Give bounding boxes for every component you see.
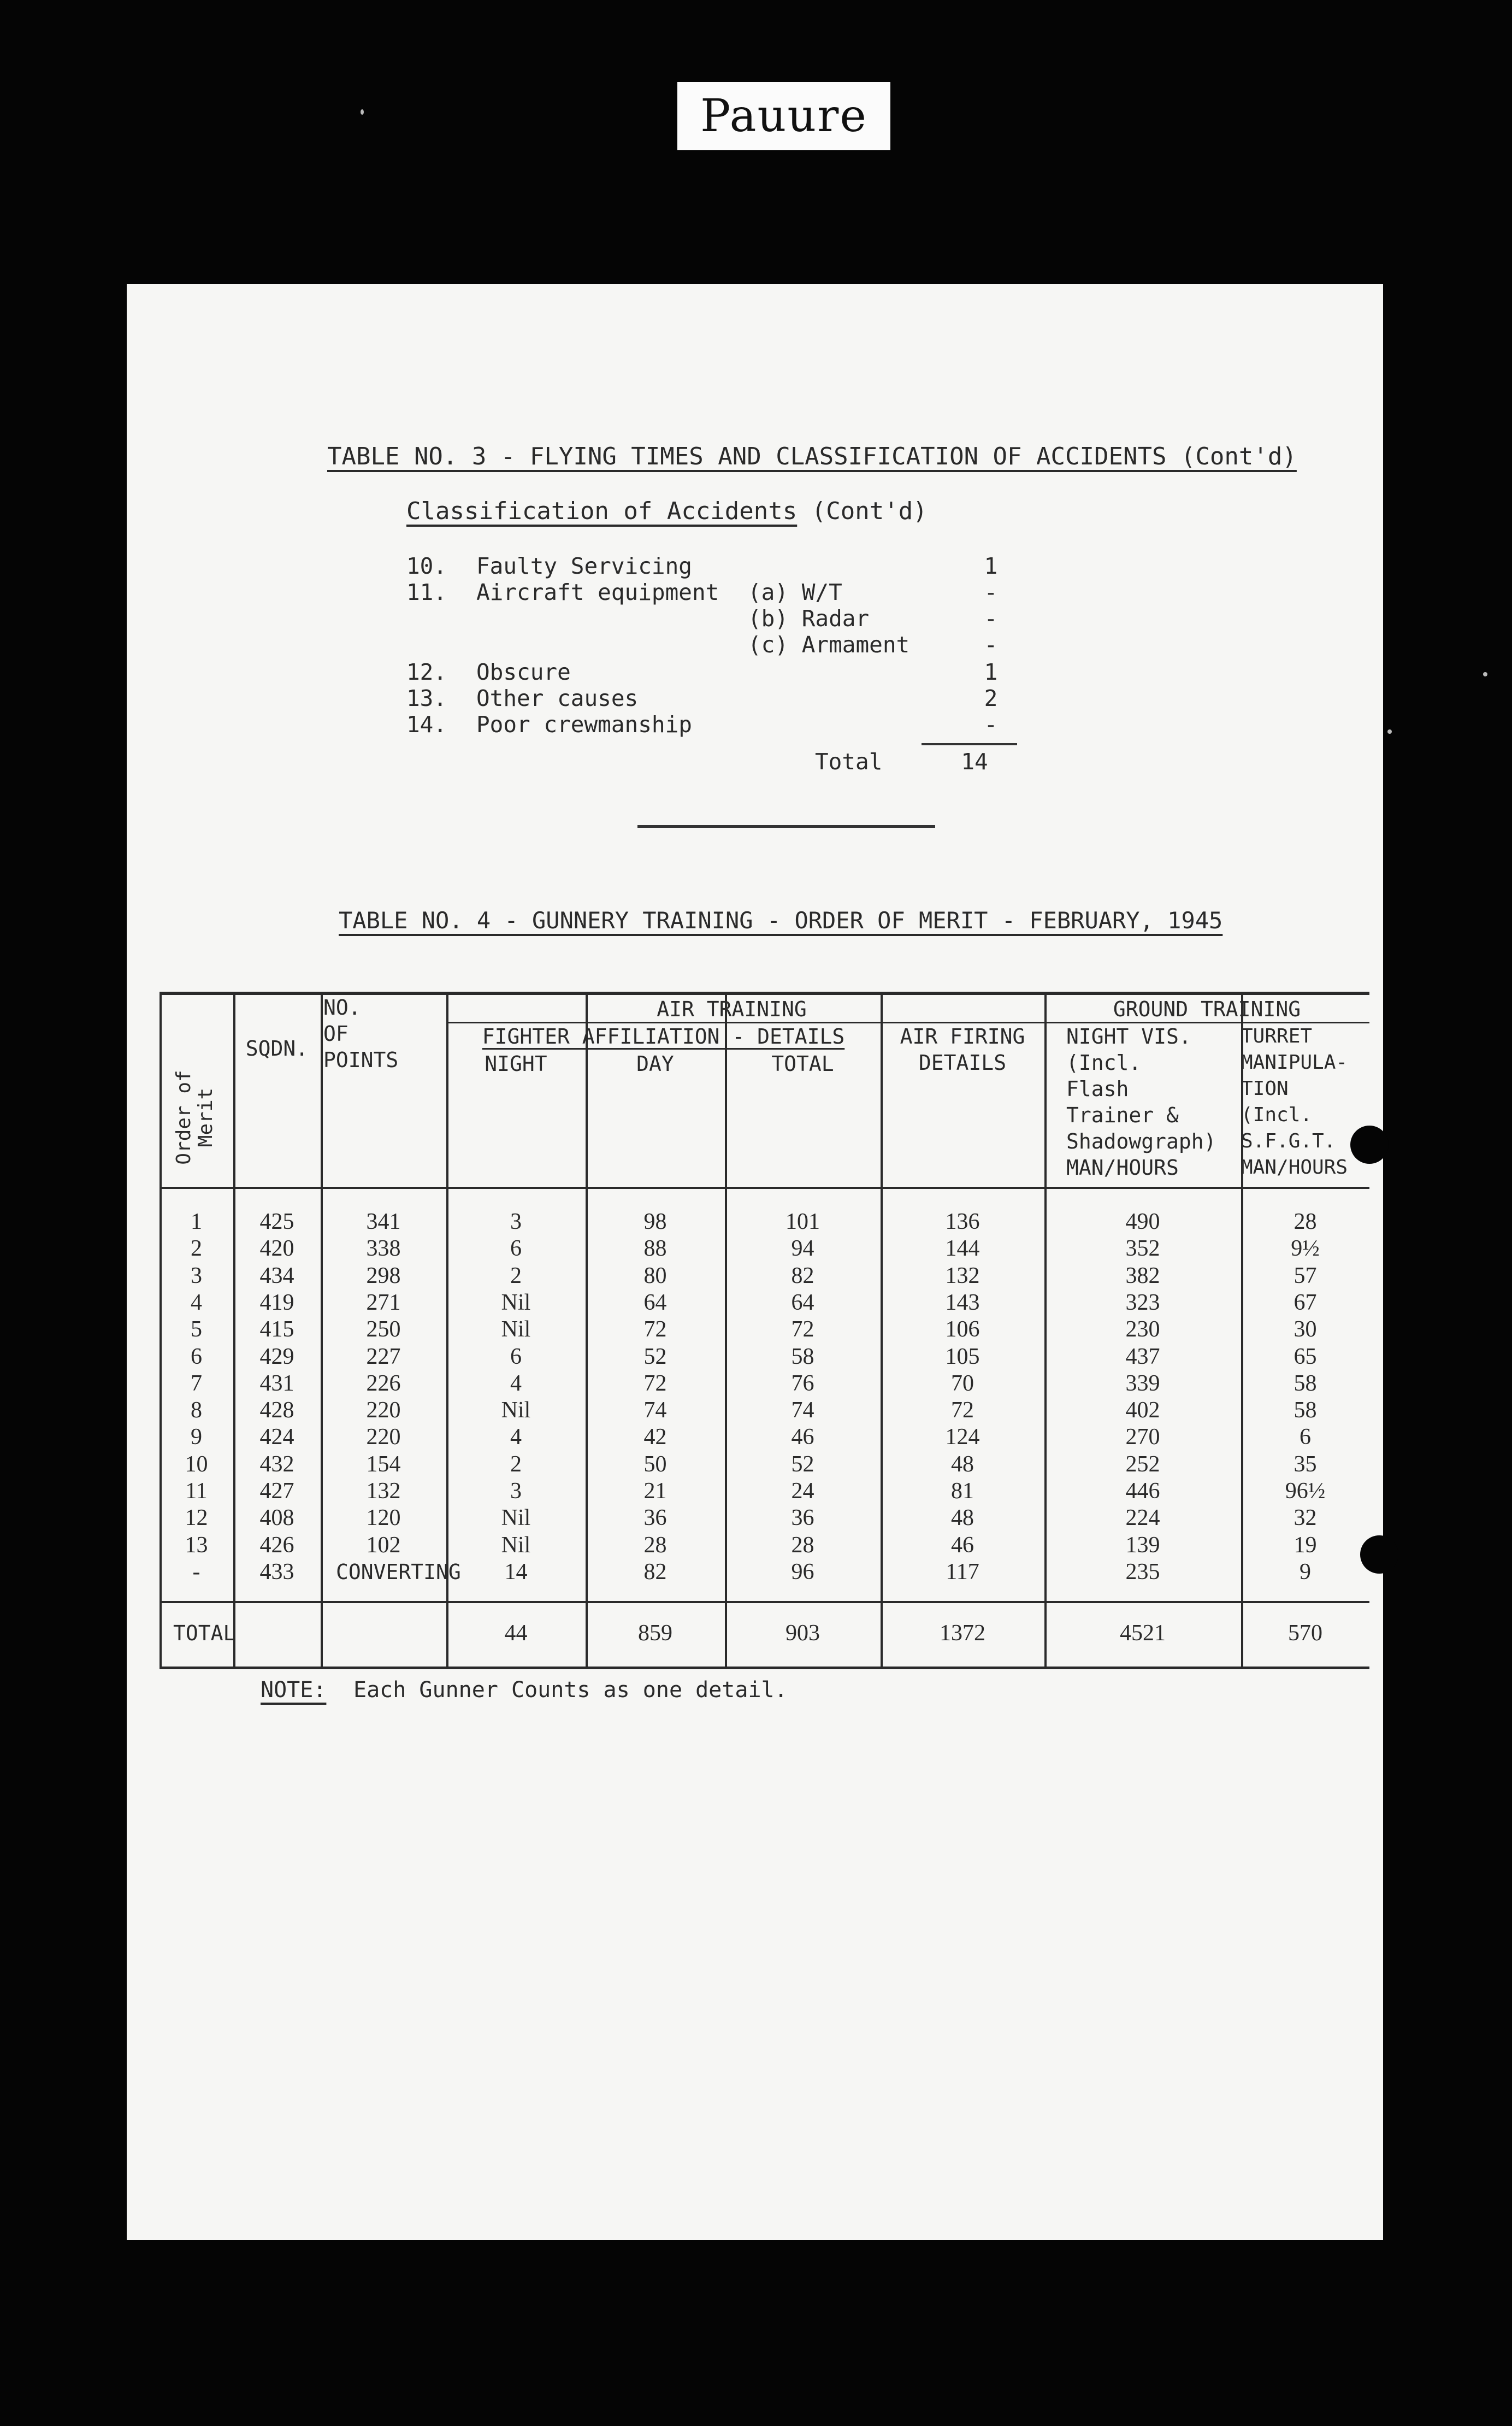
total-cell-sqdn: [233, 1620, 321, 1647]
accident-row: [406, 659, 1117, 685]
header-sqdn: SQDN.: [245, 1037, 309, 1061]
cell-air-firing: 117: [946, 1559, 979, 1585]
cell-night: 3: [510, 1479, 522, 1504]
table-bottom-rule: [160, 1667, 1369, 1669]
film-speck: [1387, 729, 1392, 734]
cell-night-vis: 437: [1125, 1344, 1160, 1369]
cell-night-vis: 224: [1125, 1505, 1160, 1531]
accident-row: [406, 685, 1117, 711]
cell-points: 338: [366, 1236, 401, 1262]
accident-label: Other causes: [476, 685, 639, 711]
header-total: TOTAL: [771, 1052, 834, 1076]
cell-turret: 9: [1300, 1559, 1311, 1585]
cell-turret: 32: [1294, 1505, 1317, 1531]
total-cell-night: 44: [504, 1621, 528, 1646]
cell-turret: 30: [1294, 1317, 1317, 1342]
cell-points: 271: [366, 1289, 401, 1315]
cell-points: 120: [366, 1505, 401, 1531]
accident-num: 12.: [406, 659, 447, 685]
punch-hole: [1360, 1535, 1398, 1574]
cell-sqdn: 420: [259, 1236, 294, 1262]
table3-subtitle-main: Classification of Accidents: [406, 497, 798, 525]
cell-sqdn: 415: [259, 1317, 294, 1342]
cell-night: Nil: [501, 1317, 531, 1342]
cell-order: -: [192, 1559, 200, 1585]
cell-order: 2: [191, 1236, 202, 1262]
total-cell-night-vis: 4521: [1120, 1621, 1166, 1646]
cell-sqdn: 425: [259, 1209, 294, 1234]
cell-turret: 6: [1300, 1424, 1311, 1450]
cell-day: 74: [643, 1398, 667, 1423]
total-cell-total: 903: [785, 1621, 820, 1646]
header-ground-training: GROUND TRAINING: [1113, 997, 1301, 1021]
cell-air-firing: 144: [945, 1236, 980, 1262]
cell-points: 227: [366, 1344, 401, 1369]
cell-turret: 19: [1294, 1532, 1317, 1558]
cell-turret: 58: [1294, 1398, 1317, 1423]
header-air-firing: AIR FIRING DETAILS: [900, 1024, 1025, 1075]
cell-day: 64: [643, 1289, 667, 1315]
header-turret: TURRET MANIPULA- TION (Incl. S.F.G.T. MAN/HOURS: [1241, 1025, 1348, 1179]
table3-subtitle: [406, 497, 928, 525]
cell-day: 50: [643, 1451, 667, 1477]
subitem-value: -: [984, 632, 998, 658]
header-order-of-merit: Order of Merit: [173, 1070, 217, 1165]
accident-label: Faulty Servicing: [476, 553, 692, 579]
cell-night-vis: 402: [1125, 1398, 1160, 1423]
header-points: NO. OF POINTS: [323, 996, 399, 1072]
cell-turret: 28: [1294, 1209, 1317, 1234]
cell-total: 74: [791, 1398, 814, 1423]
cell-turret: 65: [1294, 1344, 1317, 1369]
cell-air-firing: 136: [945, 1209, 980, 1234]
accident-value: 1: [984, 553, 998, 579]
cell-total: 36: [791, 1505, 814, 1531]
accident-value: -: [984, 711, 998, 738]
cell-day: 88: [643, 1236, 667, 1262]
header-fighter-affiliation: FIGHTER AFFILIATION - DETAILS: [482, 1024, 845, 1049]
table3-total-label: Total: [815, 749, 883, 775]
cell-sqdn: 429: [259, 1344, 294, 1369]
header-night-vis: NIGHT VIS. (Incl. Flash Trainer & Shadowgraph) MAN/HOURS: [1066, 1024, 1216, 1180]
punch-hole: [1350, 1126, 1389, 1164]
cell-turret: 67: [1294, 1289, 1317, 1315]
cell-day: 72: [643, 1370, 667, 1396]
cell-night: 4: [510, 1424, 522, 1450]
accident-subitem: [748, 605, 1130, 632]
cell-day: 52: [643, 1344, 667, 1369]
cell-order: 6: [191, 1344, 202, 1369]
accident-row: [406, 553, 1117, 579]
header-bottom-rule: [160, 1187, 1369, 1189]
cell-sqdn: 433: [259, 1559, 294, 1585]
document-label-card: Pauure: [677, 82, 890, 150]
cell-day: 82: [643, 1559, 667, 1585]
cell-day: 72: [643, 1317, 667, 1342]
cell-day: 28: [643, 1532, 667, 1558]
cell-order: 5: [191, 1317, 202, 1342]
cell-total: 46: [791, 1424, 814, 1450]
cell-night-vis: 339: [1125, 1370, 1160, 1396]
cell-night-vis: 235: [1125, 1559, 1160, 1585]
cell-order: 9: [191, 1424, 202, 1450]
total-cell-air-firing: 1372: [940, 1621, 985, 1646]
cell-day: 98: [643, 1209, 667, 1234]
cell-points: 220: [366, 1424, 401, 1450]
cell-night-vis: 323: [1125, 1289, 1160, 1315]
cell-night-vis: 382: [1125, 1263, 1160, 1288]
total-rule: [922, 743, 1017, 745]
cell-points: 132: [366, 1479, 401, 1504]
cell-night: Nil: [501, 1532, 531, 1558]
total-cell-day: 859: [638, 1621, 672, 1646]
cell-sqdn: 432: [259, 1451, 294, 1477]
cell-order: 13: [185, 1532, 208, 1558]
cell-air-firing: 46: [951, 1532, 974, 1558]
cell-total: 52: [791, 1451, 814, 1477]
accident-label: Obscure: [476, 659, 571, 685]
header-air-training: AIR TRAINING: [657, 997, 807, 1021]
total-cell-turret: 570: [1288, 1621, 1322, 1646]
cell-points: 226: [366, 1370, 401, 1396]
cell-night-vis: 139: [1125, 1532, 1160, 1558]
cell-air-firing: 48: [951, 1451, 974, 1477]
cell-order: 10: [185, 1451, 208, 1477]
cell-sqdn: 434: [259, 1263, 294, 1288]
cell-sqdn: 431: [259, 1370, 294, 1396]
accident-num: 13.: [406, 685, 447, 711]
table4-title: TABLE NO. 4 - GUNNERY TRAINING - ORDER OF MERIT - FEBRUARY, 1945: [339, 907, 1223, 934]
cell-night: Nil: [501, 1505, 531, 1531]
header-day: DAY: [636, 1052, 674, 1076]
cell-points: 102: [366, 1532, 401, 1558]
accident-num: 11.: [406, 579, 447, 605]
subitem-label: (a) W/T: [748, 579, 842, 605]
cell-turret: 96½: [1285, 1479, 1326, 1504]
cell-air-firing: 143: [945, 1289, 980, 1315]
cell-night: 6: [510, 1344, 522, 1369]
cell-points: 341: [366, 1209, 401, 1234]
cell-night-vis: 352: [1125, 1236, 1160, 1262]
subitem-label: (c) Armament: [748, 632, 910, 658]
accident-subitem: [748, 579, 1130, 605]
cell-order: 7: [191, 1370, 202, 1396]
cell-total: 96: [791, 1559, 814, 1585]
header-night: NIGHT: [485, 1052, 547, 1076]
subitem-value: -: [984, 579, 998, 605]
cell-order: 3: [191, 1263, 202, 1288]
accident-label: Aircraft equipment: [476, 579, 719, 605]
film-speck: [1483, 672, 1487, 676]
table3-title: TABLE NO. 3 - FLYING TIMES AND CLASSIFICATION OF ACCIDENTS (Cont'd): [327, 443, 1297, 470]
cell-air-firing: 70: [951, 1370, 974, 1396]
total-cell-points: [321, 1620, 446, 1647]
cell-order: 4: [191, 1289, 202, 1315]
cell-points: 250: [366, 1317, 401, 1342]
table3-total-value: 14: [961, 749, 988, 775]
cell-points: 220: [366, 1398, 401, 1423]
cell-turret: 35: [1294, 1451, 1317, 1477]
cell-sqdn: 426: [259, 1532, 294, 1558]
cell-night-vis: 230: [1125, 1317, 1160, 1342]
cell-turret: 9½: [1291, 1236, 1320, 1262]
accident-value: 1: [984, 659, 998, 685]
subitem-value: -: [984, 605, 998, 632]
accident-row: [406, 711, 1117, 738]
cell-sqdn: 419: [259, 1289, 294, 1315]
accident-num: 10.: [406, 553, 447, 579]
cell-air-firing: 48: [951, 1505, 974, 1531]
cell-total: 101: [785, 1209, 820, 1234]
cell-day: 80: [643, 1263, 667, 1288]
total-cell-order: TOTAL: [173, 1621, 236, 1645]
subitem-label: (b) Radar: [748, 605, 870, 632]
cell-air-firing: 105: [945, 1344, 980, 1369]
cell-order: 1: [191, 1209, 202, 1234]
cell-day: 42: [643, 1424, 667, 1450]
cell-total: 94: [791, 1236, 814, 1262]
accident-num: 14.: [406, 711, 447, 738]
cell-night: 2: [510, 1451, 522, 1477]
cell-night-vis: 270: [1125, 1424, 1160, 1450]
cell-order: 8: [191, 1398, 202, 1423]
cell-day: 21: [643, 1479, 667, 1504]
cell-order: 11: [185, 1479, 208, 1504]
cell-air-firing: 106: [945, 1317, 980, 1342]
accident-label: Poor crewmanship: [476, 711, 692, 738]
cell-total: 58: [791, 1344, 814, 1369]
section-separator: [637, 825, 935, 828]
note-text: Each Gunner Counts as one detail.: [353, 1677, 788, 1703]
film-speck: [361, 109, 364, 115]
note-label: [261, 1677, 326, 1703]
cell-air-firing: 72: [951, 1398, 974, 1423]
cell-night: Nil: [501, 1289, 531, 1315]
cell-turret: 57: [1294, 1263, 1317, 1288]
accident-value: 2: [984, 685, 998, 711]
cell-points: CONVERTING: [336, 1559, 461, 1584]
cell-air-firing: 81: [951, 1479, 974, 1504]
cell-night: 6: [510, 1236, 522, 1262]
cell-points: 298: [366, 1263, 401, 1288]
cell-night-vis: 446: [1125, 1479, 1160, 1504]
cell-total: 76: [791, 1370, 814, 1396]
document-page: [127, 284, 1383, 2240]
cell-sqdn: 428: [259, 1398, 294, 1423]
cell-night: 14: [504, 1559, 528, 1585]
cell-points: 154: [366, 1451, 401, 1477]
cell-total: 64: [791, 1289, 814, 1315]
cell-night: Nil: [501, 1398, 531, 1423]
accident-subitem: [748, 632, 1130, 658]
cell-night-vis: 252: [1125, 1451, 1160, 1477]
cell-turret: 58: [1294, 1370, 1317, 1396]
cell-total: 28: [791, 1532, 814, 1558]
cell-order: 12: [185, 1505, 208, 1531]
cell-sqdn: 427: [259, 1479, 294, 1504]
cell-air-firing: 132: [945, 1263, 980, 1288]
cell-total: 24: [791, 1479, 814, 1504]
cell-total: 72: [791, 1317, 814, 1342]
cell-day: 36: [643, 1505, 667, 1531]
cell-sqdn: 424: [259, 1424, 294, 1450]
cell-air-firing: 124: [945, 1424, 980, 1450]
cell-night-vis: 490: [1125, 1209, 1160, 1234]
cell-total: 82: [791, 1263, 814, 1288]
cell-night: 3: [510, 1209, 522, 1234]
table3-subtitle-suffix: (Cont'd): [811, 497, 928, 525]
cell-night: 2: [510, 1263, 522, 1288]
total-top-rule: [160, 1601, 1369, 1603]
cell-sqdn: 408: [259, 1505, 294, 1531]
cell-night: 4: [510, 1370, 522, 1396]
note-label-text: NOTE:: [261, 1677, 327, 1703]
